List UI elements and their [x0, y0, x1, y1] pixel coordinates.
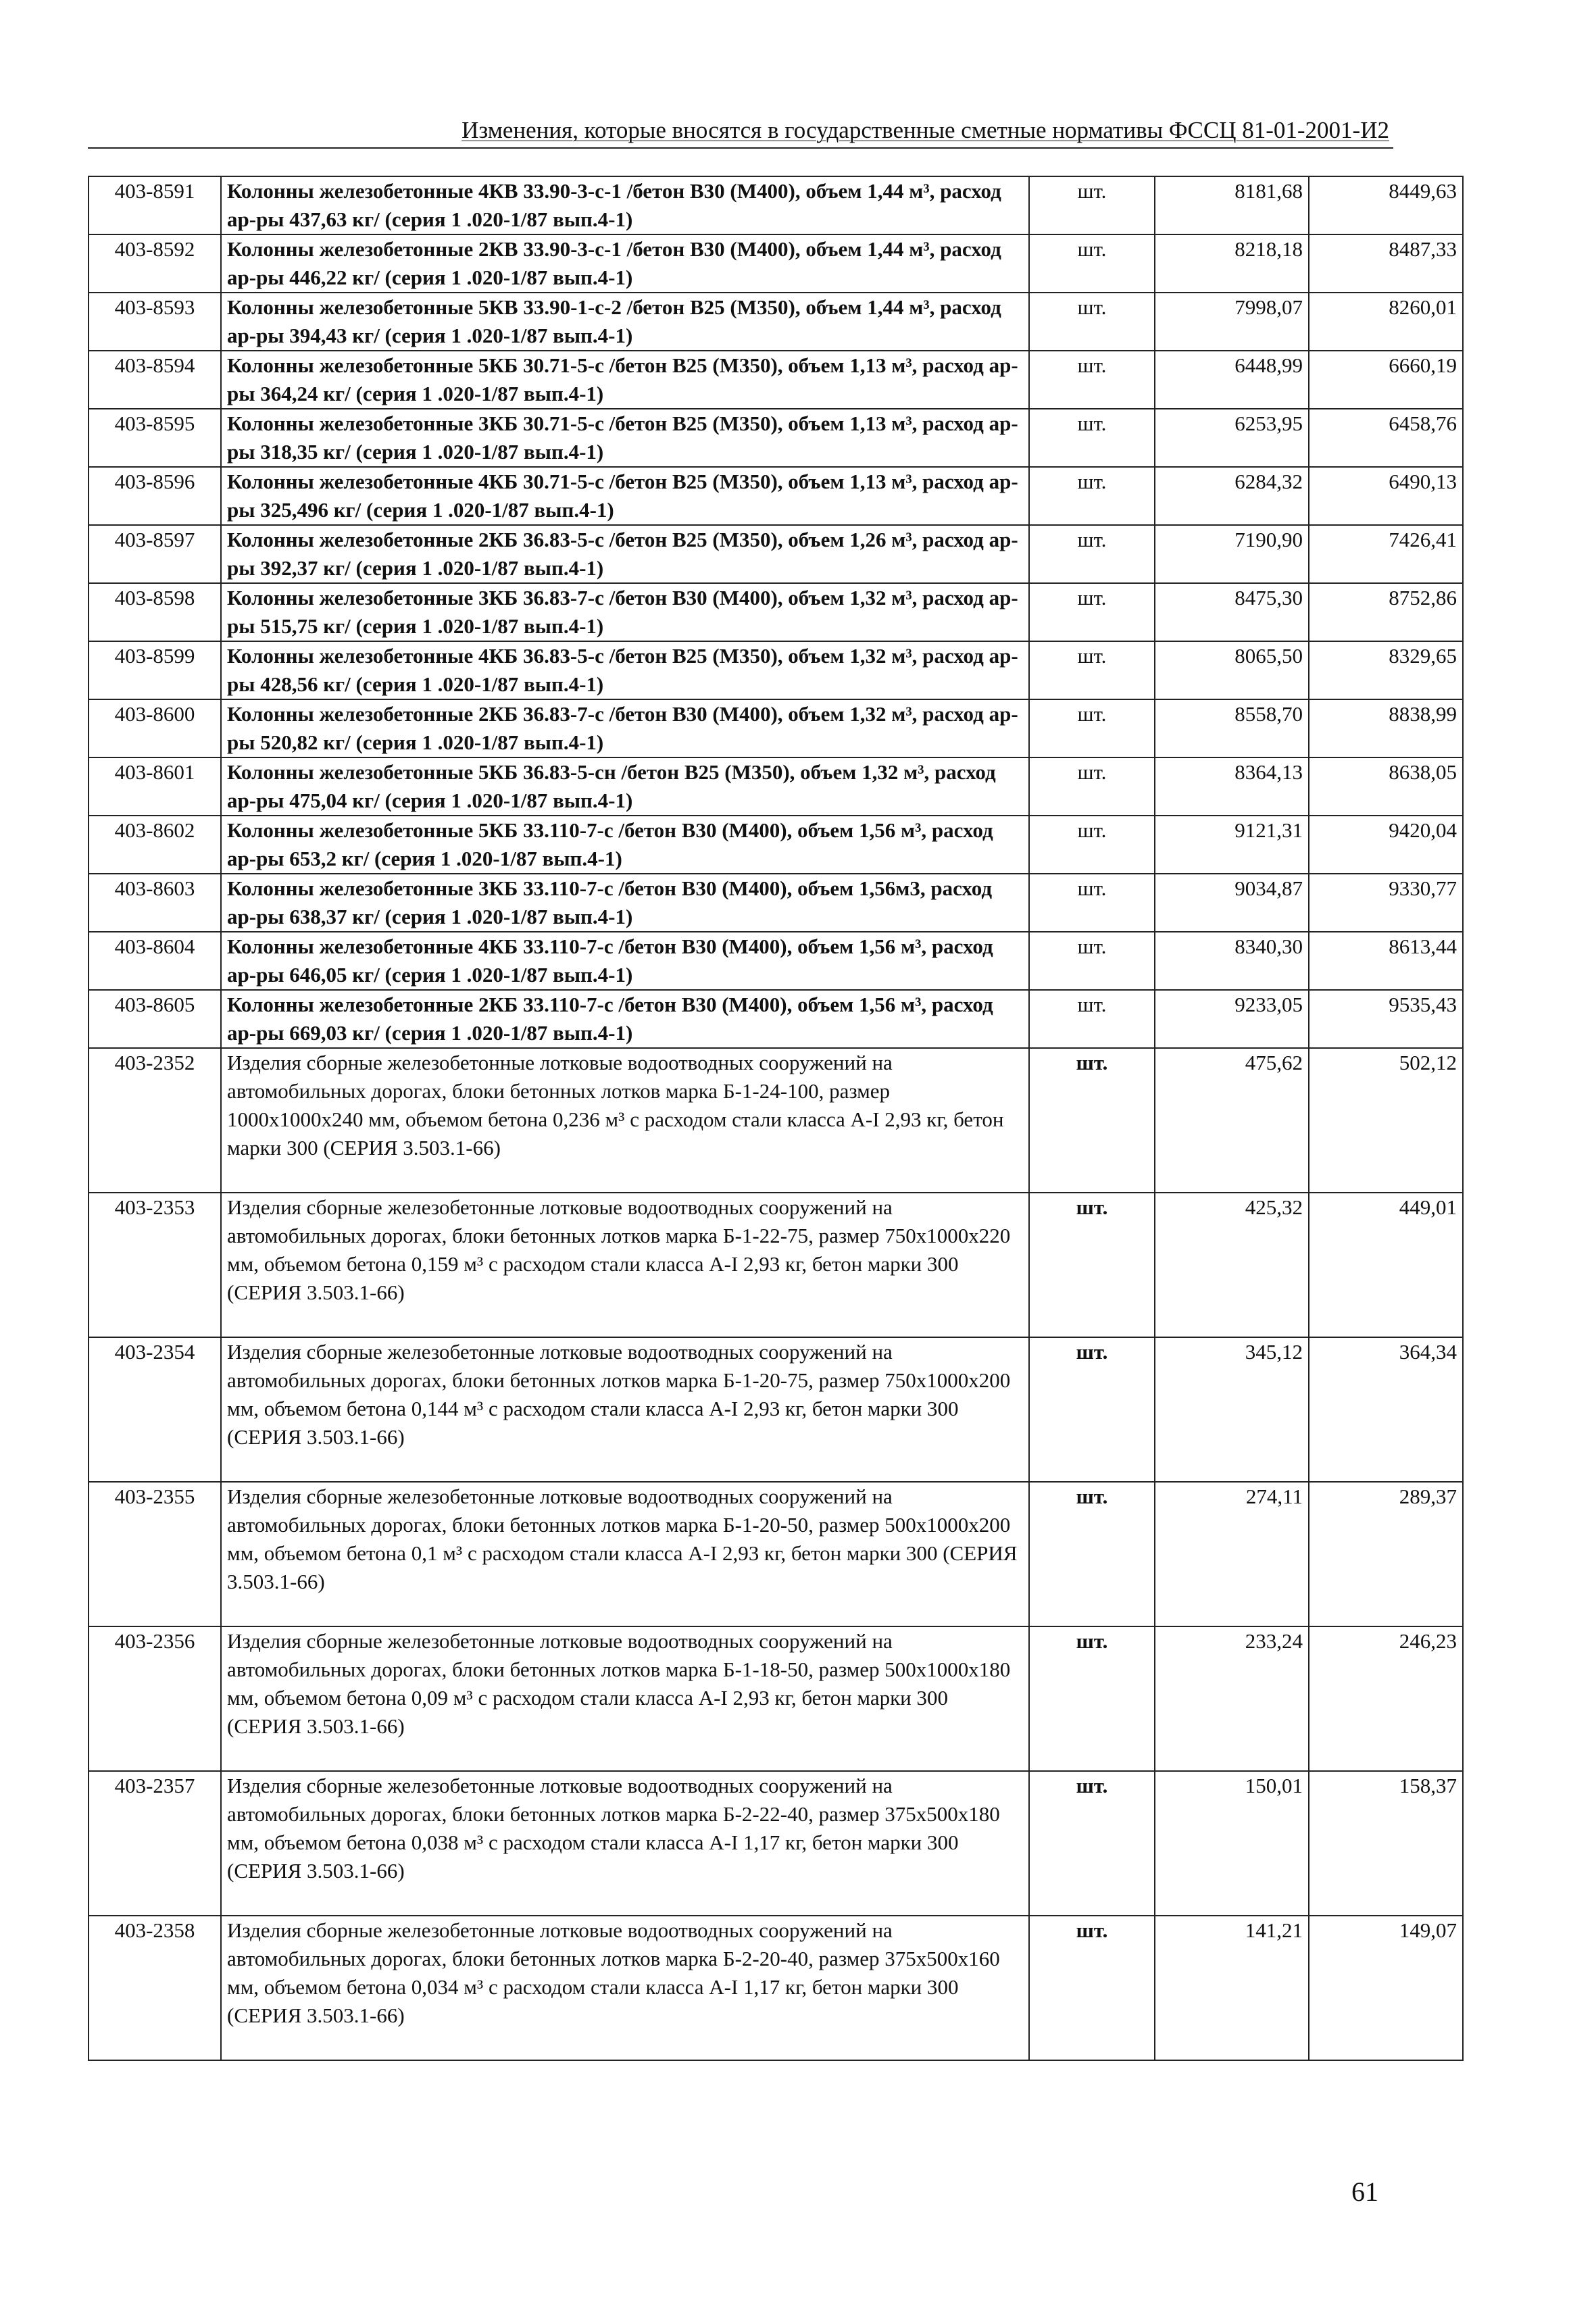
norms-table	[88, 176, 1464, 2061]
row-unit: шт.	[1029, 990, 1155, 1048]
table-row	[89, 874, 1463, 932]
row-price-2: 6490,13	[1309, 467, 1463, 525]
table-row	[89, 234, 1463, 293]
table-row	[89, 293, 1463, 351]
row-description: Колонны железобетонные 3КБ 36.83-7-с /бетон В30 (М400), объем 1,32 м³, расход ар-ры 515,75 кг/ (серия 1 .020-1/87 вып.4-1)	[221, 583, 1029, 641]
row-price-2: 8487,33	[1309, 234, 1463, 293]
row-code: 403-8599	[89, 641, 221, 699]
row-unit: шт.	[1029, 1482, 1155, 1626]
row-price-2: 289,37	[1309, 1482, 1463, 1626]
table-row	[89, 583, 1463, 641]
row-description: Изделия сборные железобетонные лотковые водоотводных сооружений на автомобильных дорогах, блоки бетонных лотков марка Б-2-22-40, размер 375х500х180 мм, объемом бетона 0,038 м³ с расходом стали класса А-I 1,17 кг, бетон марки 300 (СЕРИЯ 3.503.1-66)	[221, 1771, 1029, 1916]
table-row	[89, 525, 1463, 583]
row-unit: шт.	[1029, 1771, 1155, 1916]
row-description: Изделия сборные железобетонные лотковые водоотводных сооружений на автомобильных дорогах, блоки бетонных лотков марка Б-1-22-75, размер 750х1000х220 мм, объемом бетона 0,159 м³ с расходом стали класса А-I 2,93 кг, бетон марки 300 (СЕРИЯ 3.503.1-66)	[221, 1193, 1029, 1337]
row-code: 403-8602	[89, 816, 221, 874]
table-row	[89, 641, 1463, 699]
row-price-1: 233,24	[1155, 1626, 1309, 1771]
row-unit: шт.	[1029, 699, 1155, 757]
row-unit: шт.	[1029, 583, 1155, 641]
row-unit: шт.	[1029, 467, 1155, 525]
row-price-2: 6660,19	[1309, 351, 1463, 409]
row-price-2: 8838,99	[1309, 699, 1463, 757]
row-code: 403-2353	[89, 1193, 221, 1337]
row-description: Колонны железобетонные 5КБ 33.110-7-с /бетон В30 (М400), объем 1,56 м³, расход ар-ры 653,2 кг/ (серия 1 .020-1/87 вып.4-1)	[221, 816, 1029, 874]
row-description: Колонны железобетонные 4КБ 36.83-5-с /бетон В25 (М350), объем 1,32 м³, расход ар-ры 428,56 кг/ (серия 1 .020-1/87 вып.4-1)	[221, 641, 1029, 699]
row-unit: шт.	[1029, 293, 1155, 351]
row-code: 403-8594	[89, 351, 221, 409]
table-body	[89, 176, 1463, 2060]
row-description: Изделия сборные железобетонные лотковые водоотводных сооружений на автомобильных дорогах, блоки бетонных лотков марка Б-1-24-100, размер 1000х1000х240 мм, объемом бетона 0,236 м³ с расходом стали класса А-I 2,93 кг, бетон марки 300 (СЕРИЯ 3.503.1-66)	[221, 1048, 1029, 1193]
row-price-2: 8613,44	[1309, 932, 1463, 990]
row-code: 403-8591	[89, 176, 221, 234]
row-unit: шт.	[1029, 351, 1155, 409]
row-price-2: 7426,41	[1309, 525, 1463, 583]
row-description: Колонны железобетонные 5КБ 30.71-5-с /бетон В25 (М350), объем 1,13 м³, расход ар-ры 364,24 кг/ (серия 1 .020-1/87 вып.4-1)	[221, 351, 1029, 409]
row-description: Колонны железобетонные 4КБ 33.110-7-с /бетон В30 (М400), объем 1,56 м³, расход ар-ры 646,05 кг/ (серия 1 .020-1/87 вып.4-1)	[221, 932, 1029, 990]
row-unit: шт.	[1029, 874, 1155, 932]
row-price-1: 6253,95	[1155, 409, 1309, 467]
row-code: 403-8593	[89, 293, 221, 351]
row-code: 403-2358	[89, 1916, 221, 2060]
table-row	[89, 409, 1463, 467]
row-price-1: 475,62	[1155, 1048, 1309, 1193]
row-unit: шт.	[1029, 1193, 1155, 1337]
row-description: Колонны железобетонные 5КБ 36.83-5-сн /бетон В25 (М350), объем 1,32 м³, расход ар-ры 475,04 кг/ (серия 1 .020-1/87 вып.4-1)	[221, 757, 1029, 816]
table-row	[89, 1193, 1463, 1337]
row-price-1: 7998,07	[1155, 293, 1309, 351]
row-price-2: 9535,43	[1309, 990, 1463, 1048]
row-price-1: 150,01	[1155, 1771, 1309, 1916]
row-price-1: 8181,68	[1155, 176, 1309, 234]
row-description: Изделия сборные железобетонные лотковые водоотводных сооружений на автомобильных дорогах, блоки бетонных лотков марка Б-1-20-75, размер 750х1000х200 мм, объемом бетона 0,144 м³ с расходом стали класса А-I 2,93 кг, бетон марки 300 (СЕРИЯ 3.503.1-66)	[221, 1337, 1029, 1482]
row-price-2: 502,12	[1309, 1048, 1463, 1193]
page-number: 61	[1351, 2176, 1378, 2207]
row-price-1: 9034,87	[1155, 874, 1309, 932]
row-code: 403-2352	[89, 1048, 221, 1193]
table-row	[89, 757, 1463, 816]
row-price-1: 6284,32	[1155, 467, 1309, 525]
row-code: 403-8596	[89, 467, 221, 525]
row-code: 403-8603	[89, 874, 221, 932]
row-code: 403-8604	[89, 932, 221, 990]
row-price-1: 8475,30	[1155, 583, 1309, 641]
row-price-1: 7190,90	[1155, 525, 1309, 583]
row-price-2: 149,07	[1309, 1916, 1463, 2060]
row-description: Изделия сборные железобетонные лотковые водоотводных сооружений на автомобильных дорогах, блоки бетонных лотков марка Б-1-20-50, размер 500х1000х200 мм, объемом бетона 0,1 м³ с расходом стали класса А-I 2,93 кг, бетон марки 300 (СЕРИЯ 3.503.1-66)	[221, 1482, 1029, 1626]
row-unit: шт.	[1029, 409, 1155, 467]
table-row	[89, 1048, 1463, 1193]
table-row	[89, 1916, 1463, 2060]
row-unit: шт.	[1029, 1337, 1155, 1482]
table-row	[89, 816, 1463, 874]
row-price-1: 425,32	[1155, 1193, 1309, 1337]
row-description: Колонны железобетонные 3КБ 33.110-7-с /бетон В30 (М400), объем 1,56м3, расход ар-ры 638,37 кг/ (серия 1 .020-1/87 вып.4-1)	[221, 874, 1029, 932]
table-row	[89, 699, 1463, 757]
row-description: Колонны железобетонные 2КБ 36.83-7-с /бетон В30 (М400), объем 1,32 м³, расход ар-ры 520,82 кг/ (серия 1 .020-1/87 вып.4-1)	[221, 699, 1029, 757]
row-price-1: 9233,05	[1155, 990, 1309, 1048]
row-code: 403-8601	[89, 757, 221, 816]
row-unit: шт.	[1029, 1626, 1155, 1771]
row-code: 403-2357	[89, 1771, 221, 1916]
table-row	[89, 932, 1463, 990]
row-code: 403-8597	[89, 525, 221, 583]
row-code: 403-8605	[89, 990, 221, 1048]
row-price-2: 9330,77	[1309, 874, 1463, 932]
table-row	[89, 990, 1463, 1048]
row-price-1: 8340,30	[1155, 932, 1309, 990]
row-code: 403-2354	[89, 1337, 221, 1482]
row-unit: шт.	[1029, 757, 1155, 816]
table-row	[89, 1482, 1463, 1626]
row-unit: шт.	[1029, 234, 1155, 293]
row-unit: шт.	[1029, 816, 1155, 874]
row-description: Колонны железобетонные 3КБ 30.71-5-с /бетон В25 (М350), объем 1,13 м³, расход ар-ры 318,35 кг/ (серия 1 .020-1/87 вып.4-1)	[221, 409, 1029, 467]
table-row	[89, 467, 1463, 525]
row-price-1: 8364,13	[1155, 757, 1309, 816]
row-price-2: 246,23	[1309, 1626, 1463, 1771]
row-price-1: 9121,31	[1155, 816, 1309, 874]
page-header	[88, 114, 1393, 149]
table-row	[89, 1626, 1463, 1771]
table-row	[89, 1771, 1463, 1916]
row-price-2: 364,34	[1309, 1337, 1463, 1482]
row-price-1: 8218,18	[1155, 234, 1309, 293]
row-description: Колонны железобетонные 4КБ 30.71-5-с /бетон В25 (М350), объем 1,13 м³, расход ар-ры 325,496 кг/ (серия 1 .020-1/87 вып.4-1)	[221, 467, 1029, 525]
row-price-2: 449,01	[1309, 1193, 1463, 1337]
row-price-1: 345,12	[1155, 1337, 1309, 1482]
row-price-1: 8065,50	[1155, 641, 1309, 699]
row-description: Изделия сборные железобетонные лотковые водоотводных сооружений на автомобильных дорогах, блоки бетонных лотков марка Б-1-18-50, размер 500х1000х180 мм, объемом бетона 0,09 м³ с расходом стали класса А-I 2,93 кг, бетон марки 300 (СЕРИЯ 3.503.1-66)	[221, 1626, 1029, 1771]
row-price-2: 158,37	[1309, 1771, 1463, 1916]
row-code: 403-8592	[89, 234, 221, 293]
row-unit: шт.	[1029, 641, 1155, 699]
row-price-2: 9420,04	[1309, 816, 1463, 874]
row-unit: шт.	[1029, 1048, 1155, 1193]
row-code: 403-2356	[89, 1626, 221, 1771]
row-unit: шт.	[1029, 932, 1155, 990]
row-code: 403-8598	[89, 583, 221, 641]
header-title: Изменения, которые вносятся в государственные сметные нормативы ФССЦ 81-01-2001-И2	[462, 117, 1389, 143]
row-description: Колонны железобетонные 2КБ 33.110-7-с /бетон В30 (М400), объем 1,56 м³, расход ар-ры 669,03 кг/ (серия 1 .020-1/87 вып.4-1)	[221, 990, 1029, 1048]
table-row	[89, 1337, 1463, 1482]
row-code: 403-8600	[89, 699, 221, 757]
row-price-2: 8752,86	[1309, 583, 1463, 641]
row-price-2: 8260,01	[1309, 293, 1463, 351]
row-price-2: 8449,63	[1309, 176, 1463, 234]
row-description: Колонны железобетонные 5КВ 33.90-1-с-2 /бетон В25 (М350), объем 1,44 м³, расход ар-ры 394,43 кг/ (серия 1 .020-1/87 вып.4-1)	[221, 293, 1029, 351]
table-row	[89, 351, 1463, 409]
row-price-1: 274,11	[1155, 1482, 1309, 1626]
row-price-1: 6448,99	[1155, 351, 1309, 409]
row-description: Колонны железобетонные 2КВ 33.90-3-с-1 /бетон В30 (М400), объем 1,44 м³, расход ар-ры 446,22 кг/ (серия 1 .020-1/87 вып.4-1)	[221, 234, 1029, 293]
row-description: Колонны железобетонные 4КВ 33.90-3-с-1 /бетон В30 (М400), объем 1,44 м³, расход ар-ры 437,63 кг/ (серия 1 .020-1/87 вып.4-1)	[221, 176, 1029, 234]
row-description: Изделия сборные железобетонные лотковые водоотводных сооружений на автомобильных дорогах, блоки бетонных лотков марка Б-2-20-40, размер 375х500х160 мм, объемом бетона 0,034 м³ с расходом стали класса А-I 1,17 кг, бетон марки 300 (СЕРИЯ 3.503.1-66)	[221, 1916, 1029, 2060]
row-unit: шт.	[1029, 176, 1155, 234]
row-price-2: 8329,65	[1309, 641, 1463, 699]
row-price-1: 8558,70	[1155, 699, 1309, 757]
row-code: 403-8595	[89, 409, 221, 467]
row-price-1: 141,21	[1155, 1916, 1309, 2060]
table-row	[89, 176, 1463, 234]
row-description: Колонны железобетонные 2КБ 36.83-5-с /бетон В25 (М350), объем 1,26 м³, расход ар-ры 392,37 кг/ (серия 1 .020-1/87 вып.4-1)	[221, 525, 1029, 583]
row-price-2: 6458,76	[1309, 409, 1463, 467]
row-unit: шт.	[1029, 1916, 1155, 2060]
row-unit: шт.	[1029, 525, 1155, 583]
row-code: 403-2355	[89, 1482, 221, 1626]
row-price-2: 8638,05	[1309, 757, 1463, 816]
